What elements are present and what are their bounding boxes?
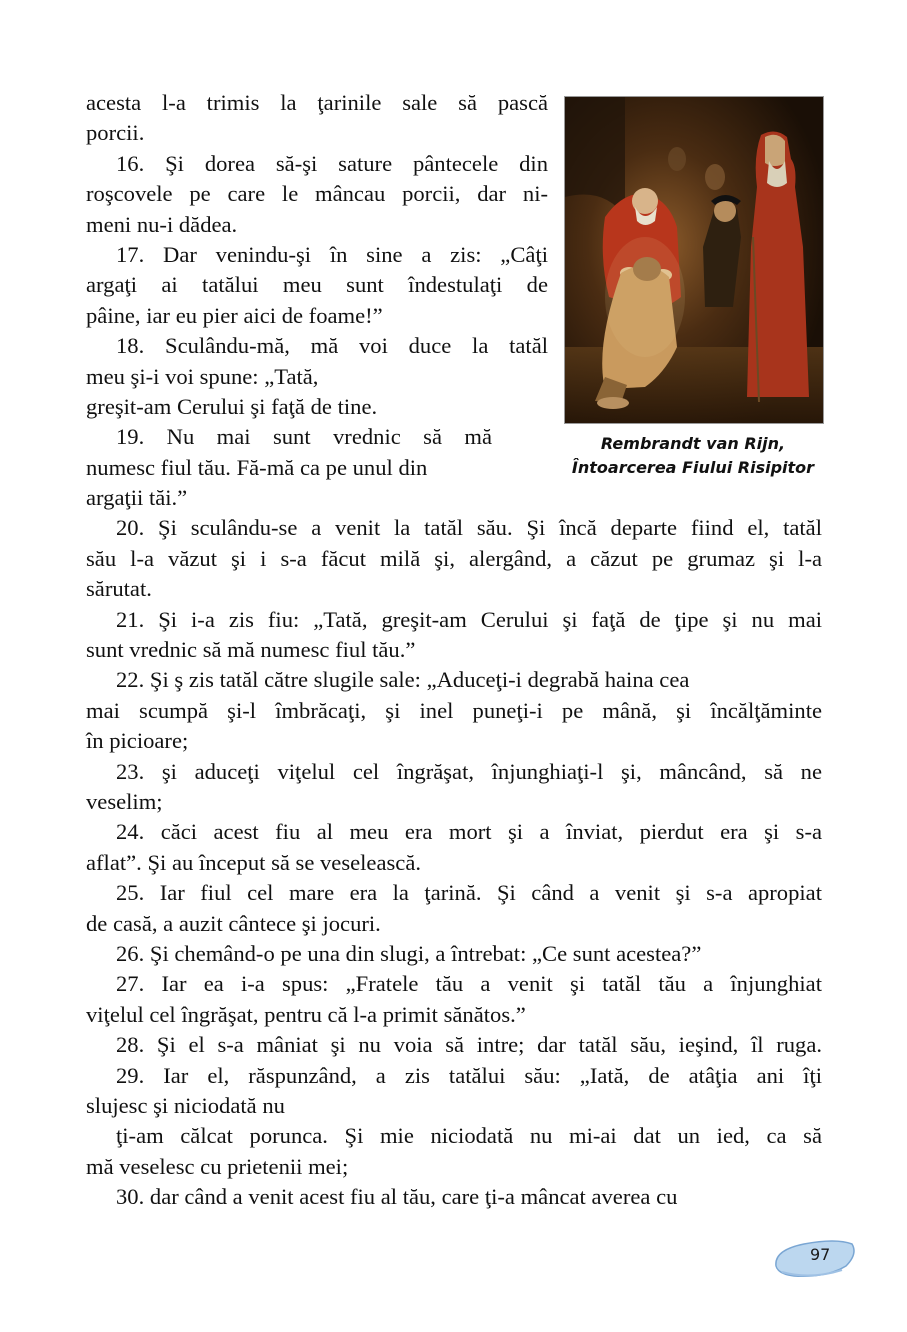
page-number: 97 [810, 1245, 831, 1264]
text-line: 23. şi aduceţi viţelul cel îngrăşat, înjunghiaţi-l şi, mâncând, să ne [116, 758, 822, 784]
text-line: sunt vrednic să mă numesc fiul tău.” [86, 637, 416, 663]
text-line: greşit-am Cerului şi faţă de tine. [86, 393, 378, 419]
text-line: pâine, iar eu pier aici de foame!” [86, 302, 383, 328]
text-line: 30. dar când a venit acest fiu al tău, care ţi-a mâncat averea cu [116, 1184, 678, 1210]
text-line: său l-a văzut şi i s-a făcut milă şi, alergând, a căzut pe grumaz şi l-a [86, 545, 822, 571]
text-line: 16. Şi dorea să-şi sature pântecele din [116, 150, 548, 176]
page-number-badge [770, 1232, 858, 1280]
text-line: mai scumpă şi-l îmbrăcaţi, şi inel puneţi-i pe mână, şi încălţăminte [86, 697, 822, 723]
painting-image [564, 96, 824, 424]
caption-artist: Rembrandt van Rijn, [600, 434, 786, 453]
text-line: argaţi ai tatălui meu sunt îndestulaţi de [86, 272, 548, 298]
caption-title: Întoarcerea Fiului Risipitor [571, 458, 815, 477]
text-line: aflat”. Şi au început să se veselească. [86, 849, 421, 875]
text-line: meu şi-i voi spune: „Tată, [86, 363, 319, 389]
text-line: numesc fiul tău. Fă-mă ca pe unul din [86, 454, 428, 480]
text-line: 21. Şi i-a zis fiu: „Tată, greşit-am Cerului şi faţă de ţipe şi nu mai [116, 606, 822, 632]
text-line: 25. Iar fiul cel mare era la ţarină. Şi când a venit şi s-a apropiat [116, 880, 822, 906]
text-line: viţelul cel îngrăşat, pentru că l-a primit sănătos.” [86, 1001, 526, 1027]
text-line: veselim; [86, 788, 163, 814]
text-line: argaţii tăi.” [86, 485, 188, 511]
text-line: ţi-am călcat porunca. Şi mie niciodată nu mi-ai dat un ied, ca să [116, 1123, 822, 1149]
text-line: 24. căci acest fiu al meu era mort şi a înviat, pierdut era şi s-a [116, 819, 822, 845]
text-line: 27. Iar ea i-a spus: „Fratele tău a venit şi tatăl tău a înjunghiat [116, 971, 822, 997]
text-line: 20. Şi sculându-se a venit la tatăl său. Şi încă departe fiind el, tatăl [116, 515, 822, 541]
text-line: de casă, a auzit cântece şi jocuri. [86, 910, 381, 936]
text-line: 29. Iar el, răspunzând, a zis tatălui său: „Iată, de atâţia ani îţi [116, 1062, 822, 1088]
painting-caption [548, 432, 838, 480]
text-line: în picioare; [86, 728, 189, 754]
text-line: porcii. [86, 120, 145, 146]
text-line: slujesc şi niciodată nu [86, 1092, 285, 1118]
text-line: sărutat. [86, 576, 152, 602]
text-line: 19. Nu mai sunt vrednic să mă [116, 424, 492, 450]
text-line: 28. Şi el s-a mâniat şi nu voia să intre; dar tatăl său, ieşind, îl ruga. [116, 1032, 822, 1058]
text-line: 17. Dar venindu-şi în sine a zis: „Câţi [116, 241, 548, 267]
text-line: acesta l-a trimis la ţarinile sale să pască [86, 90, 548, 115]
painting-illustration [565, 97, 823, 423]
text-line: 18. Sculându-mă, mă voi duce la tatăl [116, 333, 548, 359]
text-line: 26. Şi chemând-o pe una din slugi, a întrebat: „Ce sunt acestea?” [116, 940, 702, 966]
text-line: 22. Şi ş zis tatăl către slugile sale: „Aduceţi-i degrabă haina cea [116, 667, 690, 693]
text-line: mă veselesc cu prietenii mei; [86, 1153, 349, 1179]
text-line: meni nu-i dădea. [86, 211, 238, 237]
text-line: roşcovele pe care le mâncau porcii, dar ni- [86, 181, 548, 207]
